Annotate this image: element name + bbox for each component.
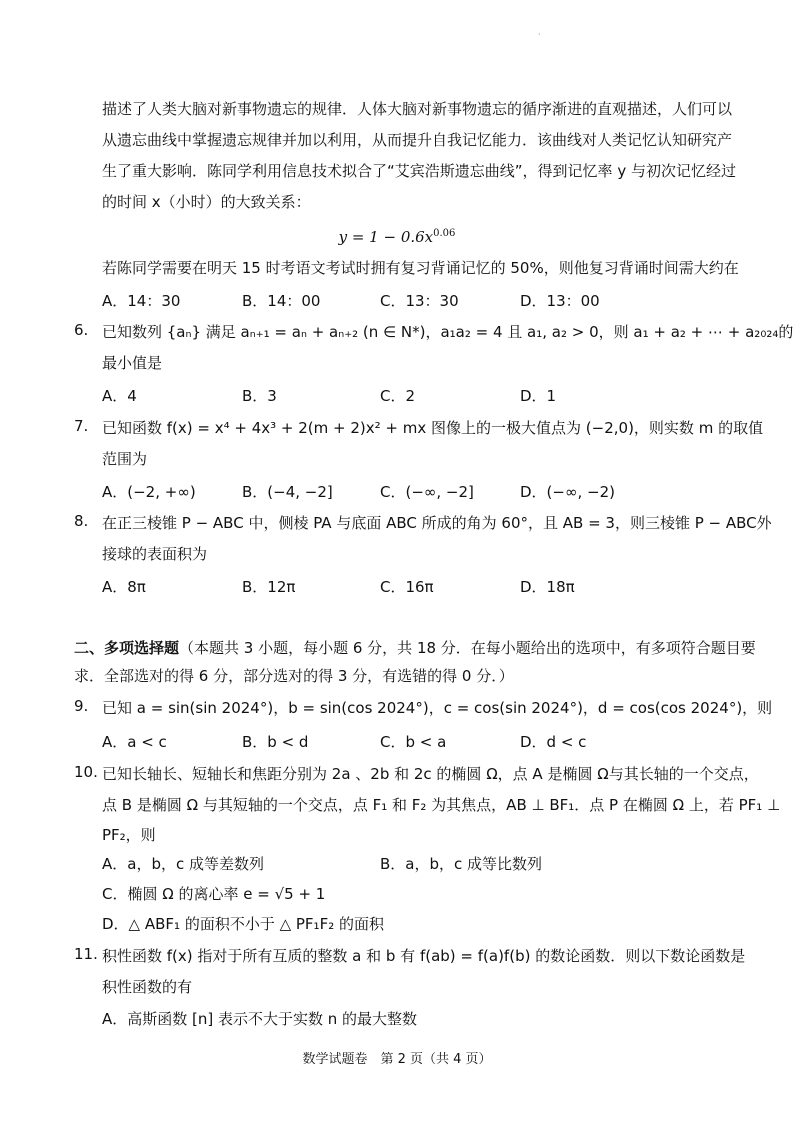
q6-option-b: B．3 [242,387,277,405]
q8-line-2: 接球的表面积为 [102,545,208,563]
q7-option-b: B．(−4, −2] [242,483,333,501]
q9-option-b: B．b < d [242,733,309,751]
section-2-desc: （本题共 3 小题，每小题 6 分，共 18 分．在每小题给出的选项中，有多项符合题目要 [179,639,756,657]
q8-option-b: B．12π [242,578,296,596]
q11-number: 11. [74,945,98,963]
intro-line-4: 的时间 x（小时）的大致关系： [102,193,311,211]
q11-line-1: 积性函数 f(x) 指对于所有互质的整数 a 和 b 有 f(ab) = f(a)f(b) 的数论函数．则以下数论函数是 [102,947,746,965]
q6-line-1: 已知数列 {aₙ} 满足 aₙ₊₁ = aₙ + aₙ₊₂ (n ∈ N*)，a₁a₂ = 4 且 a₁, a₂ > 0，则 a₁ + a₂ + ⋯ + a₂₀₂₄的 [102,323,794,341]
page-footer: 数学试题卷 第 2 页（共 4 页） [302,1052,492,1067]
q7-option-a: A．(−2, +∞) [102,483,196,501]
q7-option-d: D．(−∞, −2) [520,483,615,501]
q6-option-c: C．2 [380,387,416,405]
intro-line-1: 描述了人类大脑对新事物遗忘的规律．人体大脑对新事物遗忘的循序渐进的直观描述，人们可以 [102,100,733,118]
q10-line-1: 已知长轴长、短轴长和焦距分别为 2a 、2b 和 2c 的椭圆 Ω，点 A 是椭圆 Ω与其长轴的一个交点， [102,765,759,783]
section-2-title: 二、多项选择题 [74,639,180,657]
q10-line-3: PF₂，则 [102,826,156,844]
formula-exponent: 0.06 [433,228,456,239]
q7-line-1: 已知函数 f(x) = x⁴ + 4x³ + 2(m + 2)x² + mx 图像上的一极大值点为 (−2,0)，则实数 m 的取值 [102,419,764,437]
q11-line-2: 积性函数的有 [102,978,193,996]
q10-option-d: D．△ ABF₁ 的面积不小于 △ PF₁F₂ 的面积 [102,915,384,933]
q8-line-1: 在正三棱锥 P − ABC 中，侧棱 PA 与底面 ABC 所成的角为 60°，且 AB = 3，则三棱锥 P − ABC外 [102,514,772,532]
forgetting-formula [0,228,794,246]
q7-number: 7. [74,417,89,435]
q9-line-1: 已知 a = sin(sin 2024°)，b = sin(cos 2024°)，c = cos(sin 2024°)，d = cos(cos 2024°)，则 [102,699,773,717]
q7-option-c: C．(−∞, −2] [380,483,474,501]
q6-line-2: 最小值是 [102,354,163,372]
section-2-header [74,637,756,658]
q10-option-a: A．a，b，c 成等差数列 [102,855,264,873]
q8-option-a: A．8π [102,578,146,596]
q8-option-c: C．16π [380,578,434,596]
q6-option-d: D．1 [520,387,557,405]
q9-option-a: A．a < c [102,733,167,751]
q11-option-a: A．高斯函数 [n] 表示不大于实数 n 的最大整数 [102,1010,418,1028]
q5-option-a: A．14：30 [102,292,181,310]
q9-option-c: C．b < a [380,733,447,751]
intro-line-3: 生了重大影响．陈同学利用信息技术拟合了“艾宾浩斯遗忘曲线”，得到记忆率 y 与初次记忆经过 [102,162,736,180]
q6-number: 6. [74,321,89,339]
q10-line-2: 点 B 是椭圆 Ω 与其短轴的一个交点，点 F₁ 和 F₂ 为其焦点，AB ⊥ BF₁．点 P 在椭圆 Ω 上，若 PF₁ ⊥ [102,796,781,814]
q9-option-d: D．d < c [520,733,587,751]
q7-line-2: 范围为 [102,450,148,468]
section-2-desc-line-2: 求．全部选对的得 6 分，部分选对的得 3 分，有选错的得 0 分．） [74,667,514,685]
header-mark: · [538,30,541,39]
formula-base: y = 1 − 0.6x [338,228,434,246]
q5-option-d: D．13：00 [520,292,600,310]
q5-option-b: B．14：00 [242,292,321,310]
q8-option-d: D．18π [520,578,575,596]
q10-option-b: B．a，b，c 成等比数列 [380,855,543,873]
q5-option-c: C．13：30 [380,292,459,310]
intro-line-2: 从遗忘曲线中掌握遗忘规律并加以利用，从而提升自我记忆能力．该曲线对人类记忆认知研究产 [102,131,733,149]
q10-number: 10. [74,763,98,781]
q10-option-c: C．椭圆 Ω 的离心率 e = √5 + 1 [102,885,326,903]
q9-number: 9. [74,697,89,715]
q8-number: 8. [74,512,89,530]
q5-question: 若陈同学需要在明天 15 时考语文考试时拥有复习背诵记忆的 50%，则他复习背诵时间需大约在 [102,259,739,277]
q6-option-a: A．4 [102,387,137,405]
